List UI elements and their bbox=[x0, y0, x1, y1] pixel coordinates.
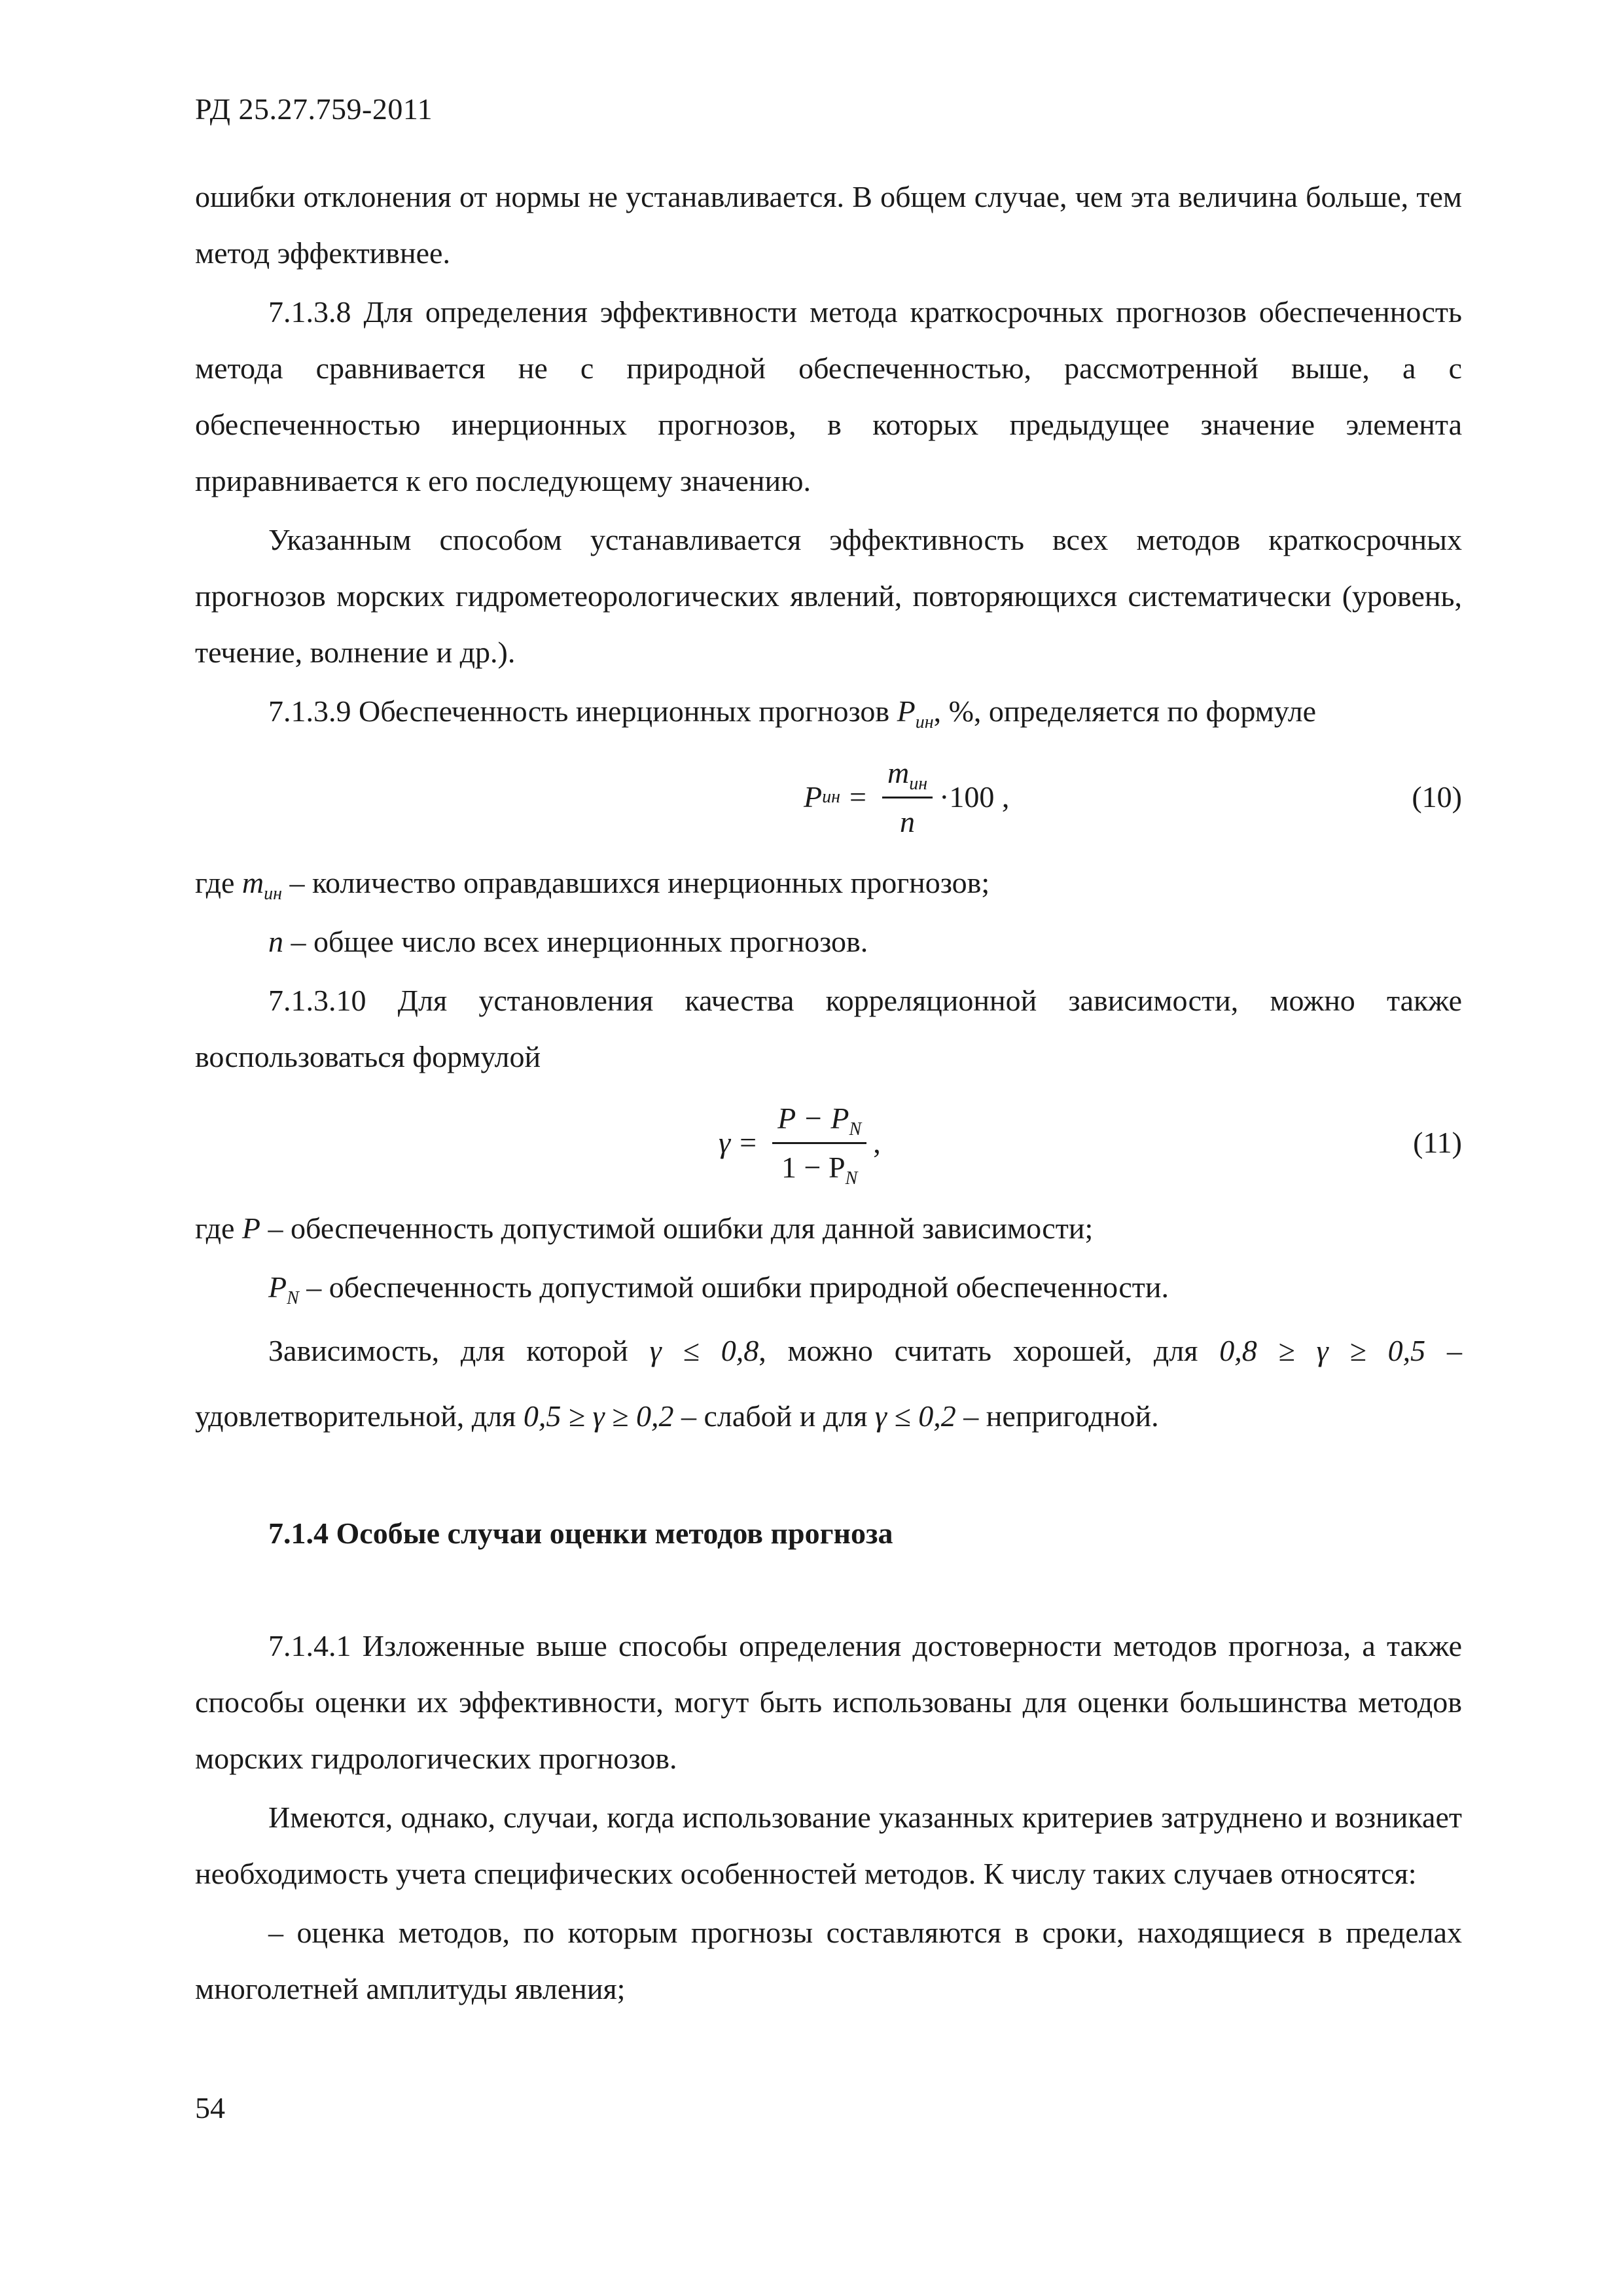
formula-11-number: (11) bbox=[1413, 1126, 1462, 1159]
definition-n: n – общее число всех инерционных прогнозов. bbox=[268, 925, 868, 958]
paragraph-dependency-grades: Зависимость, для которой γ ≤ 0,8, можно считать хорошей, для 0,8 ≥ γ ≥ 0,5 – удовлетворительной, для 0,5 ≥ γ ≥ 0,2 – слабой и для γ ≤ 0,2 – непригодной. bbox=[195, 1334, 1463, 1433]
document-code-header: РД 25.27.759-2011 bbox=[195, 92, 433, 126]
formula-10 bbox=[195, 740, 1462, 855]
body-text bbox=[195, 169, 1462, 2017]
section-heading-7-1-4: 7.1.4 Особые случаи оценки методов прогноза bbox=[268, 1516, 893, 1550]
page-number: 54 bbox=[195, 2091, 225, 2125]
list-item-amplitude: – оценка методов, по которым прогнозы составляются в сроки, находящиеся в пределах многолетней амплитуды явления; bbox=[195, 1916, 1462, 2005]
paragraph-7-1-3-10: 7.1.3.10 Для установления качества корреляционной зависимости, можно также воспользоваться формулой bbox=[195, 984, 1462, 1073]
formula-10-number: (10) bbox=[1412, 780, 1462, 814]
definition-p: где P – обеспеченность допустимой ошибки для данной зависимости; bbox=[195, 1211, 1094, 1245]
formula-11-expression: γ = $\frac{P - P_N}{1 - P_N}$ , bbox=[719, 1085, 881, 1200]
paragraph-special-cases: Имеются, однако, случаи, когда использование указанных критериев затруднено и возникает необходимость учета специфических особенностей методов. К числу таких случаев относятся: bbox=[195, 1801, 1462, 1890]
paragraph-methods-efficiency: Указанным способом устанавливается эффективность всех методов краткосрочных прогнозов морских гидрометеорологических явлений, повторяющихся систематически (уровень, течение, волнение и др.). bbox=[195, 523, 1462, 669]
definition-pn: $P_N$ – обеспеченность допустимой ошибки природной обеспеченности. bbox=[268, 1270, 1169, 1308]
paragraph-7-1-3-9: 7.1.3.9 Обеспеченность инерционных прогнозов $P_{ин}$, %, определяется по формуле bbox=[268, 694, 1317, 732]
paragraph-continuation: ошибки отклонения от нормы не устанавливается. В общем случае, чем эта величина больше, тем метод эффективнее. bbox=[195, 180, 1462, 270]
formula-11 bbox=[195, 1085, 1462, 1200]
formula-10-expression: P ин = $\frac{m_{ин}}{n}$ ·100 , bbox=[804, 740, 1009, 855]
fraction-11: $\frac{P - P_N}{1 - P_N}$ bbox=[772, 1098, 866, 1189]
paragraph-7-1-3-8: 7.1.3.8 Для определения эффективности метода краткосрочных прогнозов обеспеченность метода сравнивается не с природной обеспеченностью, рассмотренной выше, а с обеспеченностью инерционных прогнозов, в которых предыдущее значение элемента приравнивается к его последующему значению. bbox=[195, 295, 1462, 497]
definition-m-in: где $m_{ин}$ – количество оправдавшихся инерционных прогнозов; bbox=[195, 866, 990, 904]
fraction-10: $\frac{m_{ин}}{n}$ bbox=[882, 752, 933, 843]
paragraph-7-1-4-1: 7.1.4.1 Изложенные выше способы определения достоверности методов прогноза, а также способы оценки их эффективности, могут быть использованы для оценки большинства методов морских гидрологических прогнозов. bbox=[195, 1629, 1462, 1775]
